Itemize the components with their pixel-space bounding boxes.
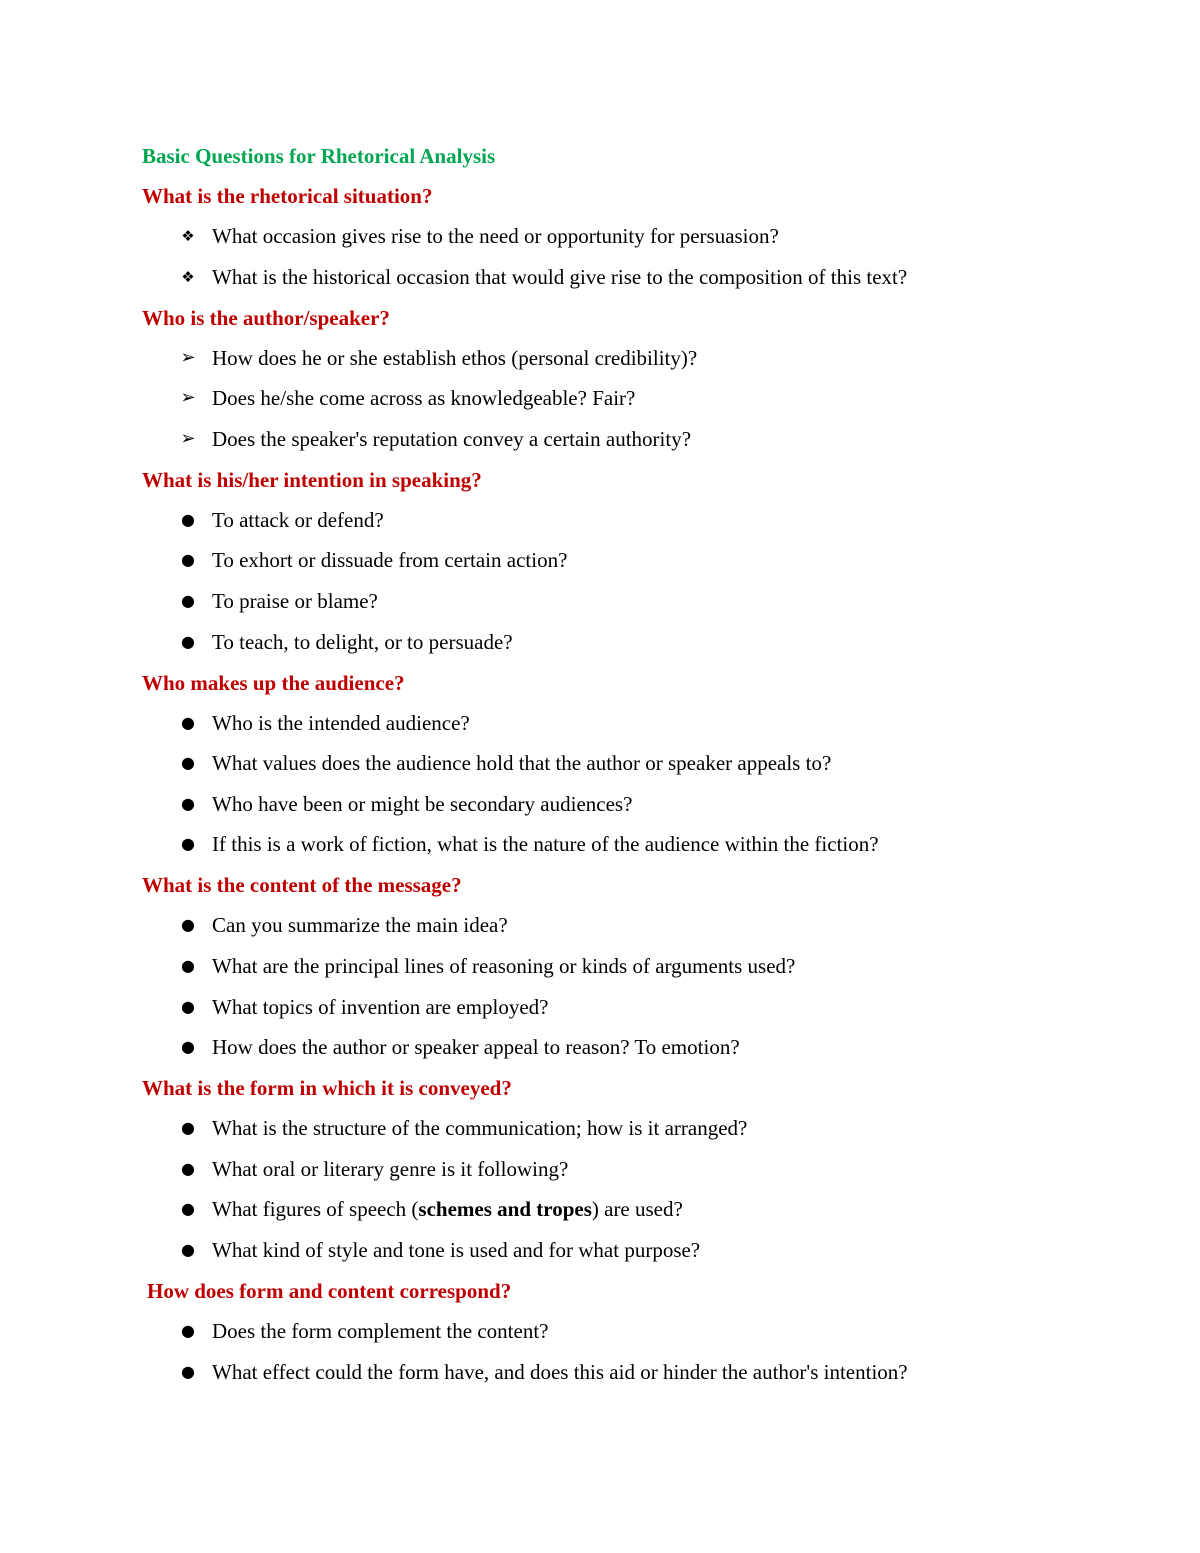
- item-text: What are the principal lines of reasoning or kinds of arguments used?: [212, 953, 796, 978]
- list-item: [142, 951, 1102, 981]
- item-text: How does he or she establish ethos (personal credibility)?: [212, 345, 698, 370]
- list-item: [142, 343, 1102, 373]
- list-item: [142, 262, 1102, 292]
- bullet-icon: ●: [181, 509, 195, 529]
- section-heading: How does form and content correspond?: [147, 1278, 512, 1303]
- list-item: [142, 1194, 1102, 1224]
- section: [142, 1073, 1102, 1265]
- section: [142, 870, 1102, 1062]
- item-text: What kind of style and tone is used and for what purpose?: [212, 1237, 701, 1262]
- section: [142, 303, 1102, 454]
- bullet-icon: ●: [181, 1118, 195, 1138]
- item-text: Does the form complement the content?: [212, 1318, 549, 1343]
- section-heading: Who is the author/speaker?: [142, 305, 390, 330]
- item-text: What values does the audience hold that the author or speaker appeals to?: [212, 751, 832, 776]
- bullet-icon: ●: [181, 631, 195, 651]
- section-heading: Who makes up the audience?: [142, 670, 405, 695]
- bullet-icon: ●: [181, 1361, 195, 1381]
- list-item: [142, 1154, 1102, 1184]
- arrow-icon: ➢: [180, 346, 196, 368]
- question-list: [142, 1316, 1102, 1387]
- bullet-icon: ●: [181, 915, 195, 935]
- item-text: What effect could the form have, and does this aid or hinder the author's intention?: [212, 1359, 908, 1384]
- bullet-icon: ●: [181, 1158, 195, 1178]
- diamond-icon: ❖: [181, 227, 195, 245]
- item-text: What is the structure of the communication; how is it arranged?: [212, 1116, 748, 1141]
- item-text: Does he/she come across as knowledgeable? Fair?: [212, 386, 636, 411]
- question-list: [142, 221, 1102, 292]
- list-item: [142, 505, 1102, 535]
- section: [142, 181, 1102, 292]
- bullet-icon: ●: [181, 955, 195, 975]
- bullet-icon: ●: [181, 590, 195, 610]
- sections-container: [142, 181, 1102, 1387]
- item-text: Can you summarize the main idea?: [212, 913, 508, 938]
- question-list: [142, 505, 1102, 657]
- list-item: [142, 1316, 1102, 1346]
- question-list: [142, 910, 1102, 1062]
- list-item: [142, 910, 1102, 940]
- bullet-icon: ●: [181, 1037, 195, 1057]
- list-item: [142, 1113, 1102, 1143]
- list-item: [142, 1357, 1102, 1387]
- bullet-icon: ●: [181, 1199, 195, 1219]
- arrow-icon: ➢: [180, 387, 196, 409]
- item-text: What topics of invention are employed?: [212, 994, 549, 1019]
- list-item: [142, 1032, 1102, 1062]
- arrow-icon: ➢: [180, 427, 196, 449]
- item-text: ) are used?: [591, 1197, 683, 1222]
- list-item: [142, 586, 1102, 616]
- question-list: [142, 343, 1102, 454]
- item-text: How does the author or speaker appeal to reason? To emotion?: [212, 1035, 740, 1060]
- item-text: To attack or defend?: [212, 507, 384, 532]
- bullet-icon: ●: [181, 550, 195, 570]
- section-heading: What is the content of the message?: [142, 873, 462, 898]
- bullet-icon: ●: [181, 712, 195, 732]
- item-text: Who is the intended audience?: [212, 710, 470, 735]
- section-heading: What is the rhetorical situation?: [142, 184, 433, 208]
- item-text: To teach, to delight, or to persuade?: [212, 629, 513, 654]
- item-text: To praise or blame?: [212, 588, 378, 613]
- question-list: [142, 708, 1102, 860]
- item-text: If this is a work of fiction, what is the nature of the audience within the fiction?: [212, 832, 879, 857]
- bullet-icon: ●: [181, 834, 195, 854]
- bold-text: schemes and tropes: [418, 1197, 592, 1222]
- list-item: [142, 383, 1102, 413]
- item-text: Does the speaker's reputation convey a certain authority?: [212, 426, 692, 451]
- question-list: [142, 1113, 1102, 1265]
- section: [142, 668, 1102, 860]
- section: [142, 1276, 1102, 1387]
- list-item: [142, 221, 1102, 251]
- section-heading: What is the form in which it is conveyed?: [142, 1076, 512, 1101]
- list-item: [142, 424, 1102, 454]
- list-item: [142, 1235, 1102, 1265]
- item-text: Who have been or might be secondary audiences?: [212, 791, 633, 816]
- list-item: [142, 829, 1102, 859]
- bullet-icon: ●: [181, 753, 195, 773]
- bullet-icon: ●: [181, 1320, 195, 1340]
- diamond-icon: ❖: [181, 267, 195, 286]
- document-body: [142, 141, 1102, 1398]
- list-item: [142, 708, 1102, 738]
- item-text: What occasion gives rise to the need or opportunity for persuasion?: [212, 224, 779, 248]
- list-item: [142, 627, 1102, 657]
- section: [142, 465, 1102, 657]
- list-item: [142, 789, 1102, 819]
- list-item: [142, 545, 1102, 575]
- document-title: Basic Questions for Rhetorical Analysis: [142, 144, 496, 168]
- bullet-icon: ●: [181, 1239, 195, 1259]
- bullet-icon: ●: [181, 793, 195, 813]
- item-text: What is the historical occasion that would give rise to the composition of this text?: [212, 264, 908, 289]
- list-item: [142, 748, 1102, 778]
- list-item: [142, 992, 1102, 1022]
- item-text: What figures of speech (: [212, 1197, 419, 1222]
- item-text: To exhort or dissuade from certain action?: [212, 548, 568, 573]
- item-text: What oral or literary genre is it following?: [212, 1156, 569, 1181]
- bullet-icon: ●: [181, 996, 195, 1016]
- section-heading: What is his/her intention in speaking?: [142, 467, 482, 492]
